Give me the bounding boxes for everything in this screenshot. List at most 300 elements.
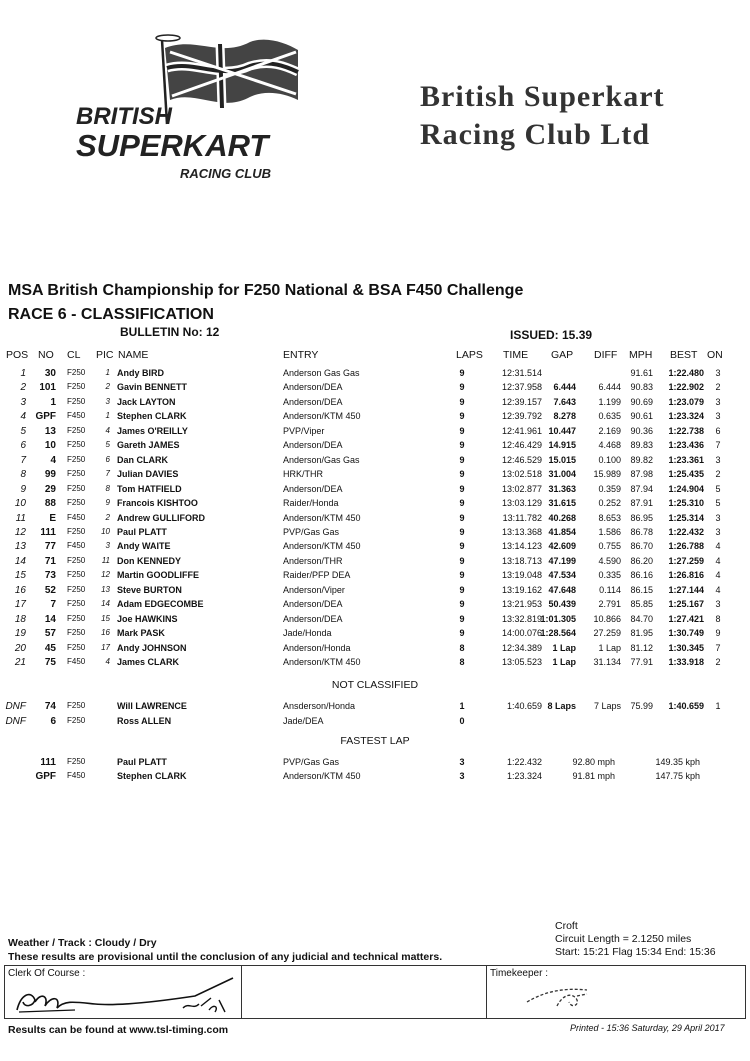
timekeeper-cell — [487, 966, 745, 1018]
gap: 47.534 — [548, 570, 576, 581]
mph: 81.12 — [630, 642, 653, 653]
best-on-lap: 5 — [715, 483, 721, 494]
total-time: 13:14.123 — [501, 541, 542, 552]
header-gap: GAP — [551, 349, 574, 361]
logo-line2: SUPERKART — [76, 128, 269, 163]
position: 10 — [14, 498, 26, 510]
table-row — [0, 483, 750, 497]
kart-number: E — [49, 512, 56, 524]
kart-number: 29 — [44, 483, 56, 495]
kart-number: 14 — [44, 613, 56, 625]
driver-name: Julian DAVIES — [117, 469, 179, 480]
position-in-class: 1 — [105, 411, 110, 421]
position: 4 — [20, 411, 26, 423]
driver-name: Mark PASK — [117, 628, 165, 639]
diff: 0.635 — [598, 411, 621, 422]
circuit-length: Circuit Length = 2.1250 miles — [555, 933, 692, 945]
class: F250 — [67, 555, 86, 565]
best-lap: 1:25.167 — [668, 599, 704, 610]
diff: 4.468 — [598, 440, 621, 451]
position-in-class: 6 — [105, 454, 110, 464]
club-header-line1: British Superkart — [420, 80, 665, 113]
header-diff: DIFF — [594, 349, 618, 361]
entry: Ansderson/Honda — [283, 701, 356, 711]
kart-number: 88 — [44, 498, 56, 510]
position-in-class: 10 — [101, 526, 110, 536]
position: DNF — [5, 716, 26, 727]
kart-number: 10 — [44, 440, 56, 452]
header-no: NO — [38, 349, 54, 361]
position-in-class: 4 — [105, 425, 110, 435]
laps: 9 — [459, 368, 465, 378]
entry: Anderson/Viper — [283, 584, 345, 595]
kart-number: 77 — [44, 541, 56, 553]
best-on-lap: 3 — [715, 396, 721, 407]
header-pic: PIC — [96, 349, 114, 361]
class: F250 — [67, 716, 86, 725]
issued-time: ISSUED: 15.39 — [510, 328, 593, 342]
total-time: 1:40.659 — [506, 701, 542, 711]
driver-name: Jack LAYTON — [117, 396, 176, 407]
driver-name: Gavin BENNETT — [117, 382, 188, 393]
table-row — [0, 468, 750, 482]
gap: 42.609 — [548, 541, 576, 552]
mph: 85.85 — [630, 599, 653, 610]
entry: Anderson/KTM 450 — [283, 541, 361, 552]
mph: 86.70 — [630, 541, 653, 552]
entry: PVP/Viper — [283, 425, 325, 436]
class: F250 — [67, 701, 86, 710]
total-time: 13:19.162 — [501, 584, 542, 595]
kart-number: 45 — [44, 642, 56, 654]
gap: 1:01.305 — [540, 613, 576, 624]
best-on-lap: 9 — [715, 628, 721, 639]
gap: 15.015 — [548, 454, 576, 465]
header-cl: CL — [67, 349, 81, 361]
mph: 89.82 — [630, 454, 653, 465]
table-row — [0, 425, 750, 439]
signature-box — [4, 965, 746, 1019]
total-time: 13:03.129 — [501, 498, 542, 509]
best-lap: 1:22.902 — [668, 382, 704, 393]
driver-name: Francois KISHTOO — [117, 498, 198, 509]
best-lap: 1:23.361 — [668, 454, 704, 465]
mph: 86.95 — [630, 512, 653, 523]
mph: 90.61 — [630, 411, 653, 422]
diff: 27.259 — [593, 628, 621, 639]
kart-number: 52 — [44, 584, 56, 596]
gap: 41.854 — [548, 526, 576, 537]
best-on-lap: 3 — [715, 411, 721, 422]
kart-number: 101 — [39, 382, 56, 394]
gap: 31.615 — [548, 498, 576, 509]
driver-name: James O'REILLY — [117, 425, 188, 436]
driver-name: Stephen CLARK — [117, 771, 187, 781]
entry: Raider/Honda — [283, 498, 339, 509]
kart-number: 73 — [44, 570, 56, 582]
table-row — [0, 613, 750, 627]
class: F250 — [67, 570, 86, 580]
best-lap: 1:33.918 — [668, 657, 704, 667]
table-row — [0, 700, 750, 714]
total-time: 12:31.514 — [501, 368, 542, 378]
position-in-class: 17 — [101, 642, 110, 652]
laps: 9 — [459, 396, 465, 407]
table-row — [0, 627, 750, 641]
class: F450 — [67, 771, 86, 780]
mph: 77.91 — [630, 657, 653, 667]
position: 6 — [20, 440, 26, 452]
driver-name: Will LAWRENCE — [117, 701, 187, 711]
laps: 9 — [459, 411, 465, 422]
laps: 1 — [459, 701, 465, 711]
best-lap: 1:24.904 — [668, 483, 704, 494]
entry: Anderson/THR — [283, 555, 343, 566]
printed-timestamp: Printed - 15:36 Saturday, 29 April 2017 — [570, 1023, 725, 1033]
position-in-class: 2 — [105, 382, 110, 392]
driver-name: James CLARK — [117, 657, 180, 667]
gap: 47.199 — [548, 555, 576, 566]
mph: 91.61 — [630, 368, 653, 378]
driver-name: Martin GOODLIFFE — [117, 570, 199, 581]
mph: 86.16 — [630, 570, 653, 581]
header-on: ON — [707, 349, 723, 361]
laps: 9 — [459, 454, 465, 465]
diff: 0.100 — [598, 454, 621, 465]
diff: 1.586 — [598, 526, 621, 537]
entry: PVP/Gas Gas — [283, 526, 340, 537]
laps: 9 — [459, 613, 465, 624]
position: DNF — [5, 701, 26, 712]
entry: Anderson Gas Gas — [283, 368, 360, 378]
best-on-lap: 5 — [715, 498, 721, 509]
driver-name: Andy JOHNSON — [117, 642, 187, 653]
clerk-of-course-cell — [5, 966, 242, 1018]
class: F250 — [67, 440, 86, 450]
total-time: 13:02.877 — [501, 483, 542, 494]
position: 13 — [14, 541, 26, 553]
best-lap: 1:22.738 — [668, 425, 704, 436]
mph: 90.36 — [630, 425, 653, 436]
position: 9 — [20, 483, 26, 495]
mph: 81.95 — [630, 628, 653, 639]
provisional-notice: These results are provisional until the conclusion of any judicial and technical matters. — [8, 951, 443, 963]
event-title: MSA British Championship for F250 National & BSA F450 Challenge — [8, 282, 524, 299]
position: 7 — [20, 454, 26, 466]
diff: 31.134 — [593, 657, 621, 667]
class: F450 — [67, 657, 86, 666]
header-mph: MPH — [629, 349, 653, 361]
diff: 4.590 — [598, 555, 621, 566]
blank-cell — [242, 966, 487, 1018]
laps: 9 — [459, 555, 465, 566]
kart-number: 111 — [40, 526, 56, 538]
laps: 9 — [459, 440, 465, 451]
position-in-class: 9 — [105, 498, 110, 508]
driver-name: Ross ALLEN — [117, 716, 172, 726]
best-lap: 1:27.144 — [668, 584, 704, 595]
position-in-class: 7 — [105, 469, 110, 479]
timekeeper-signature — [487, 966, 745, 1018]
kart-number: 7 — [50, 599, 56, 611]
class: F450 — [67, 512, 86, 522]
circuit-info — [555, 920, 716, 959]
total-time: 13:19.048 — [501, 570, 542, 581]
lap-number: 3 — [459, 771, 465, 781]
best-lap: 1:25.435 — [668, 469, 704, 480]
best-lap: 1:40.659 — [668, 701, 704, 711]
best-on-lap: 8 — [715, 613, 721, 624]
best-on-lap: 2 — [715, 657, 721, 667]
best-on-lap: 1 — [715, 701, 721, 711]
club-header — [420, 78, 665, 154]
best-on-lap: 3 — [715, 599, 721, 610]
class: F250 — [67, 469, 86, 479]
position: 8 — [20, 469, 26, 481]
best-lap: 1:30.345 — [668, 642, 704, 653]
mph: 87.98 — [630, 469, 653, 480]
kart-number: 57 — [44, 628, 56, 640]
table-row — [0, 512, 750, 526]
total-time: 12:39.792 — [501, 411, 542, 422]
entry: HRK/THR — [283, 469, 323, 480]
driver-name: Stephen CLARK — [117, 411, 187, 422]
entry: Anderson/DEA — [283, 483, 343, 494]
entry: Jade/DEA — [283, 716, 324, 726]
diff: 8.653 — [598, 512, 621, 523]
clerk-of-course-label: Clerk Of Course : — [8, 968, 86, 979]
best-lap: 1:23.079 — [668, 396, 704, 407]
laps: 9 — [459, 584, 465, 595]
best-lap: 1:23.324 — [668, 411, 704, 422]
diff: 0.114 — [599, 584, 621, 595]
speed-mph: 92.80 mph — [572, 757, 615, 767]
speed-kph: 147.75 kph — [655, 771, 700, 781]
speed-mph: 91.81 mph — [572, 771, 615, 781]
table-row — [0, 770, 750, 784]
mph: 90.69 — [630, 396, 653, 407]
table-row — [0, 439, 750, 453]
class: F250 — [67, 454, 86, 464]
kart-number: GPF — [35, 411, 56, 423]
driver-name: Dan CLARK — [117, 454, 168, 465]
laps: 9 — [459, 425, 465, 436]
header-pos: POS — [6, 349, 29, 361]
diff: 15.989 — [593, 469, 621, 480]
best-on-lap: 6 — [715, 425, 721, 436]
diff: 0.335 — [598, 570, 621, 581]
entry: Anderson/KTM 450 — [283, 512, 361, 523]
kart-number: 75 — [44, 657, 56, 668]
position: 14 — [14, 555, 26, 567]
best-on-lap: 4 — [715, 570, 721, 581]
table-row — [0, 584, 750, 598]
position-in-class: 11 — [101, 555, 110, 565]
class: F250 — [67, 498, 86, 508]
best-on-lap: 2 — [715, 382, 721, 393]
class: F250 — [67, 613, 86, 623]
kart-number: 13 — [44, 425, 56, 437]
header-name: NAME — [118, 349, 149, 361]
best-lap: 1:23.436 — [668, 440, 704, 451]
best-on-lap: 3 — [715, 454, 721, 465]
laps: 9 — [459, 512, 465, 523]
position-in-class: 13 — [101, 584, 110, 594]
total-time: 12:46.529 — [501, 454, 542, 465]
class: F250 — [67, 483, 86, 493]
total-time: 12:39.157 — [501, 396, 542, 407]
position: 3 — [20, 396, 26, 408]
class: F250 — [67, 599, 86, 609]
not-classified-heading: NOT CLASSIFIED — [331, 679, 419, 691]
clerk-signature — [5, 966, 241, 1018]
class: F250 — [67, 757, 86, 766]
table-row — [0, 367, 750, 381]
position-in-class: 3 — [105, 396, 110, 406]
position-in-class: 14 — [101, 599, 110, 609]
entry: Anderson/Gas Gas — [283, 454, 360, 465]
results-url: Results can be found at www.tsl-timing.com — [8, 1024, 229, 1036]
best-lap: 1:27.421 — [668, 613, 704, 624]
bulletin-number: BULLETIN No: 12 — [120, 325, 220, 339]
table-row — [0, 526, 750, 540]
total-time: 12:34.389 — [501, 642, 542, 653]
gap: 47.648 — [548, 584, 576, 595]
diff: 10.866 — [593, 613, 621, 624]
position-in-class: 8 — [105, 483, 110, 493]
gap: 7.643 — [553, 396, 576, 407]
position-in-class: 3 — [105, 541, 110, 551]
table-row — [0, 396, 750, 410]
kart-number: 30 — [44, 368, 56, 379]
position: 16 — [14, 584, 26, 596]
best-lap: 1:27.259 — [668, 555, 704, 566]
diff: 1 Lap — [598, 642, 621, 653]
table-row — [0, 555, 750, 569]
gap: 14.915 — [548, 440, 576, 451]
kart-number: 74 — [44, 701, 56, 712]
kart-number: 1 — [50, 396, 56, 408]
driver-name: Andy BIRD — [117, 368, 164, 378]
position-in-class: 4 — [105, 657, 110, 666]
position: 17 — [14, 599, 26, 611]
driver-name: Steve BURTON — [117, 584, 182, 595]
total-time: 12:37.958 — [501, 382, 542, 393]
entry: Anderson/DEA — [283, 382, 343, 393]
column-headers — [0, 349, 750, 363]
class: F450 — [67, 541, 86, 551]
table-row — [0, 410, 750, 424]
class: F250 — [67, 526, 86, 536]
diff: 0.755 — [598, 541, 621, 552]
total-time: 13:18.713 — [501, 555, 542, 566]
laps: 9 — [459, 526, 465, 537]
best-on-lap: 3 — [715, 368, 721, 378]
best-on-lap: 7 — [715, 642, 721, 653]
circuit-name: Croft — [555, 920, 578, 932]
best-lap: 1:26.816 — [668, 570, 704, 581]
driver-name: Adam EDGECOMBE — [117, 599, 204, 610]
speed-kph: 149.35 kph — [655, 757, 700, 767]
laps: 9 — [459, 599, 465, 610]
kart-number: 4 — [50, 454, 56, 466]
best-lap: 1:26.788 — [668, 541, 704, 552]
position: 21 — [14, 657, 26, 668]
gap: 50.439 — [548, 599, 576, 610]
total-time: 13:21.953 — [501, 599, 542, 610]
position: 11 — [15, 512, 26, 524]
gap: 1 Lap — [552, 657, 576, 667]
gap: 8.278 — [553, 411, 576, 422]
diff: 0.359 — [598, 483, 621, 494]
table-row — [0, 598, 750, 612]
entry: Anderson/DEA — [283, 599, 343, 610]
best-lap: 1:25.310 — [668, 498, 704, 509]
position: 18 — [14, 613, 26, 625]
diff: 6.444 — [598, 382, 621, 393]
mph: 90.83 — [630, 382, 653, 393]
table-row — [0, 569, 750, 583]
header-laps: LAPS — [456, 349, 483, 361]
total-time: 12:41.961 — [501, 425, 542, 436]
best-lap: 1:30.749 — [668, 628, 704, 639]
best-on-lap: 3 — [715, 526, 721, 537]
entry: Anderson/KTM 450 — [283, 411, 361, 422]
best-on-lap: 4 — [715, 541, 721, 552]
gap: 31.004 — [548, 469, 576, 480]
gap: 10.447 — [548, 425, 576, 436]
driver-name: Gareth JAMES — [117, 440, 180, 451]
position-in-class: 5 — [105, 440, 110, 450]
kart-number: GPF — [35, 771, 56, 782]
class: F250 — [67, 584, 86, 594]
club-logo — [70, 28, 300, 188]
table-row — [0, 381, 750, 395]
entry: Anderson/Honda — [283, 642, 351, 653]
lap-number: 3 — [459, 757, 465, 767]
table-row — [0, 715, 750, 729]
driver-name: Paul PLATT — [117, 526, 167, 537]
driver-name: Joe HAWKINS — [117, 613, 178, 624]
kart-number: 6 — [50, 716, 56, 727]
driver-name: Tom HATFIELD — [117, 483, 182, 494]
class: F250 — [67, 382, 86, 392]
kart-number: 99 — [44, 469, 56, 481]
mph: 89.83 — [630, 440, 653, 451]
gap: 40.268 — [548, 512, 576, 523]
table-row — [0, 540, 750, 554]
position-in-class: 1 — [105, 368, 110, 377]
best-lap: 1:25.314 — [668, 512, 704, 523]
mph: 87.91 — [630, 498, 653, 509]
best-on-lap: 7 — [715, 440, 721, 451]
position: 15 — [14, 570, 26, 582]
total-time: 12:46.429 — [501, 440, 542, 451]
class: F250 — [67, 396, 86, 406]
entry: Jade/Honda — [283, 628, 332, 639]
class: F250 — [67, 368, 86, 377]
timekeeper-label: Timekeeper : — [490, 968, 548, 979]
mph: 86.15 — [630, 584, 653, 595]
position: 19 — [14, 628, 26, 640]
position: 5 — [20, 425, 26, 437]
best-on-lap: 3 — [715, 512, 721, 523]
logo-line3: RACING CLUB — [180, 166, 271, 181]
total-time: 13:11.782 — [502, 512, 542, 523]
table-row — [0, 497, 750, 511]
laps: 0 — [459, 716, 465, 726]
total-time: 13:13.368 — [501, 526, 542, 537]
